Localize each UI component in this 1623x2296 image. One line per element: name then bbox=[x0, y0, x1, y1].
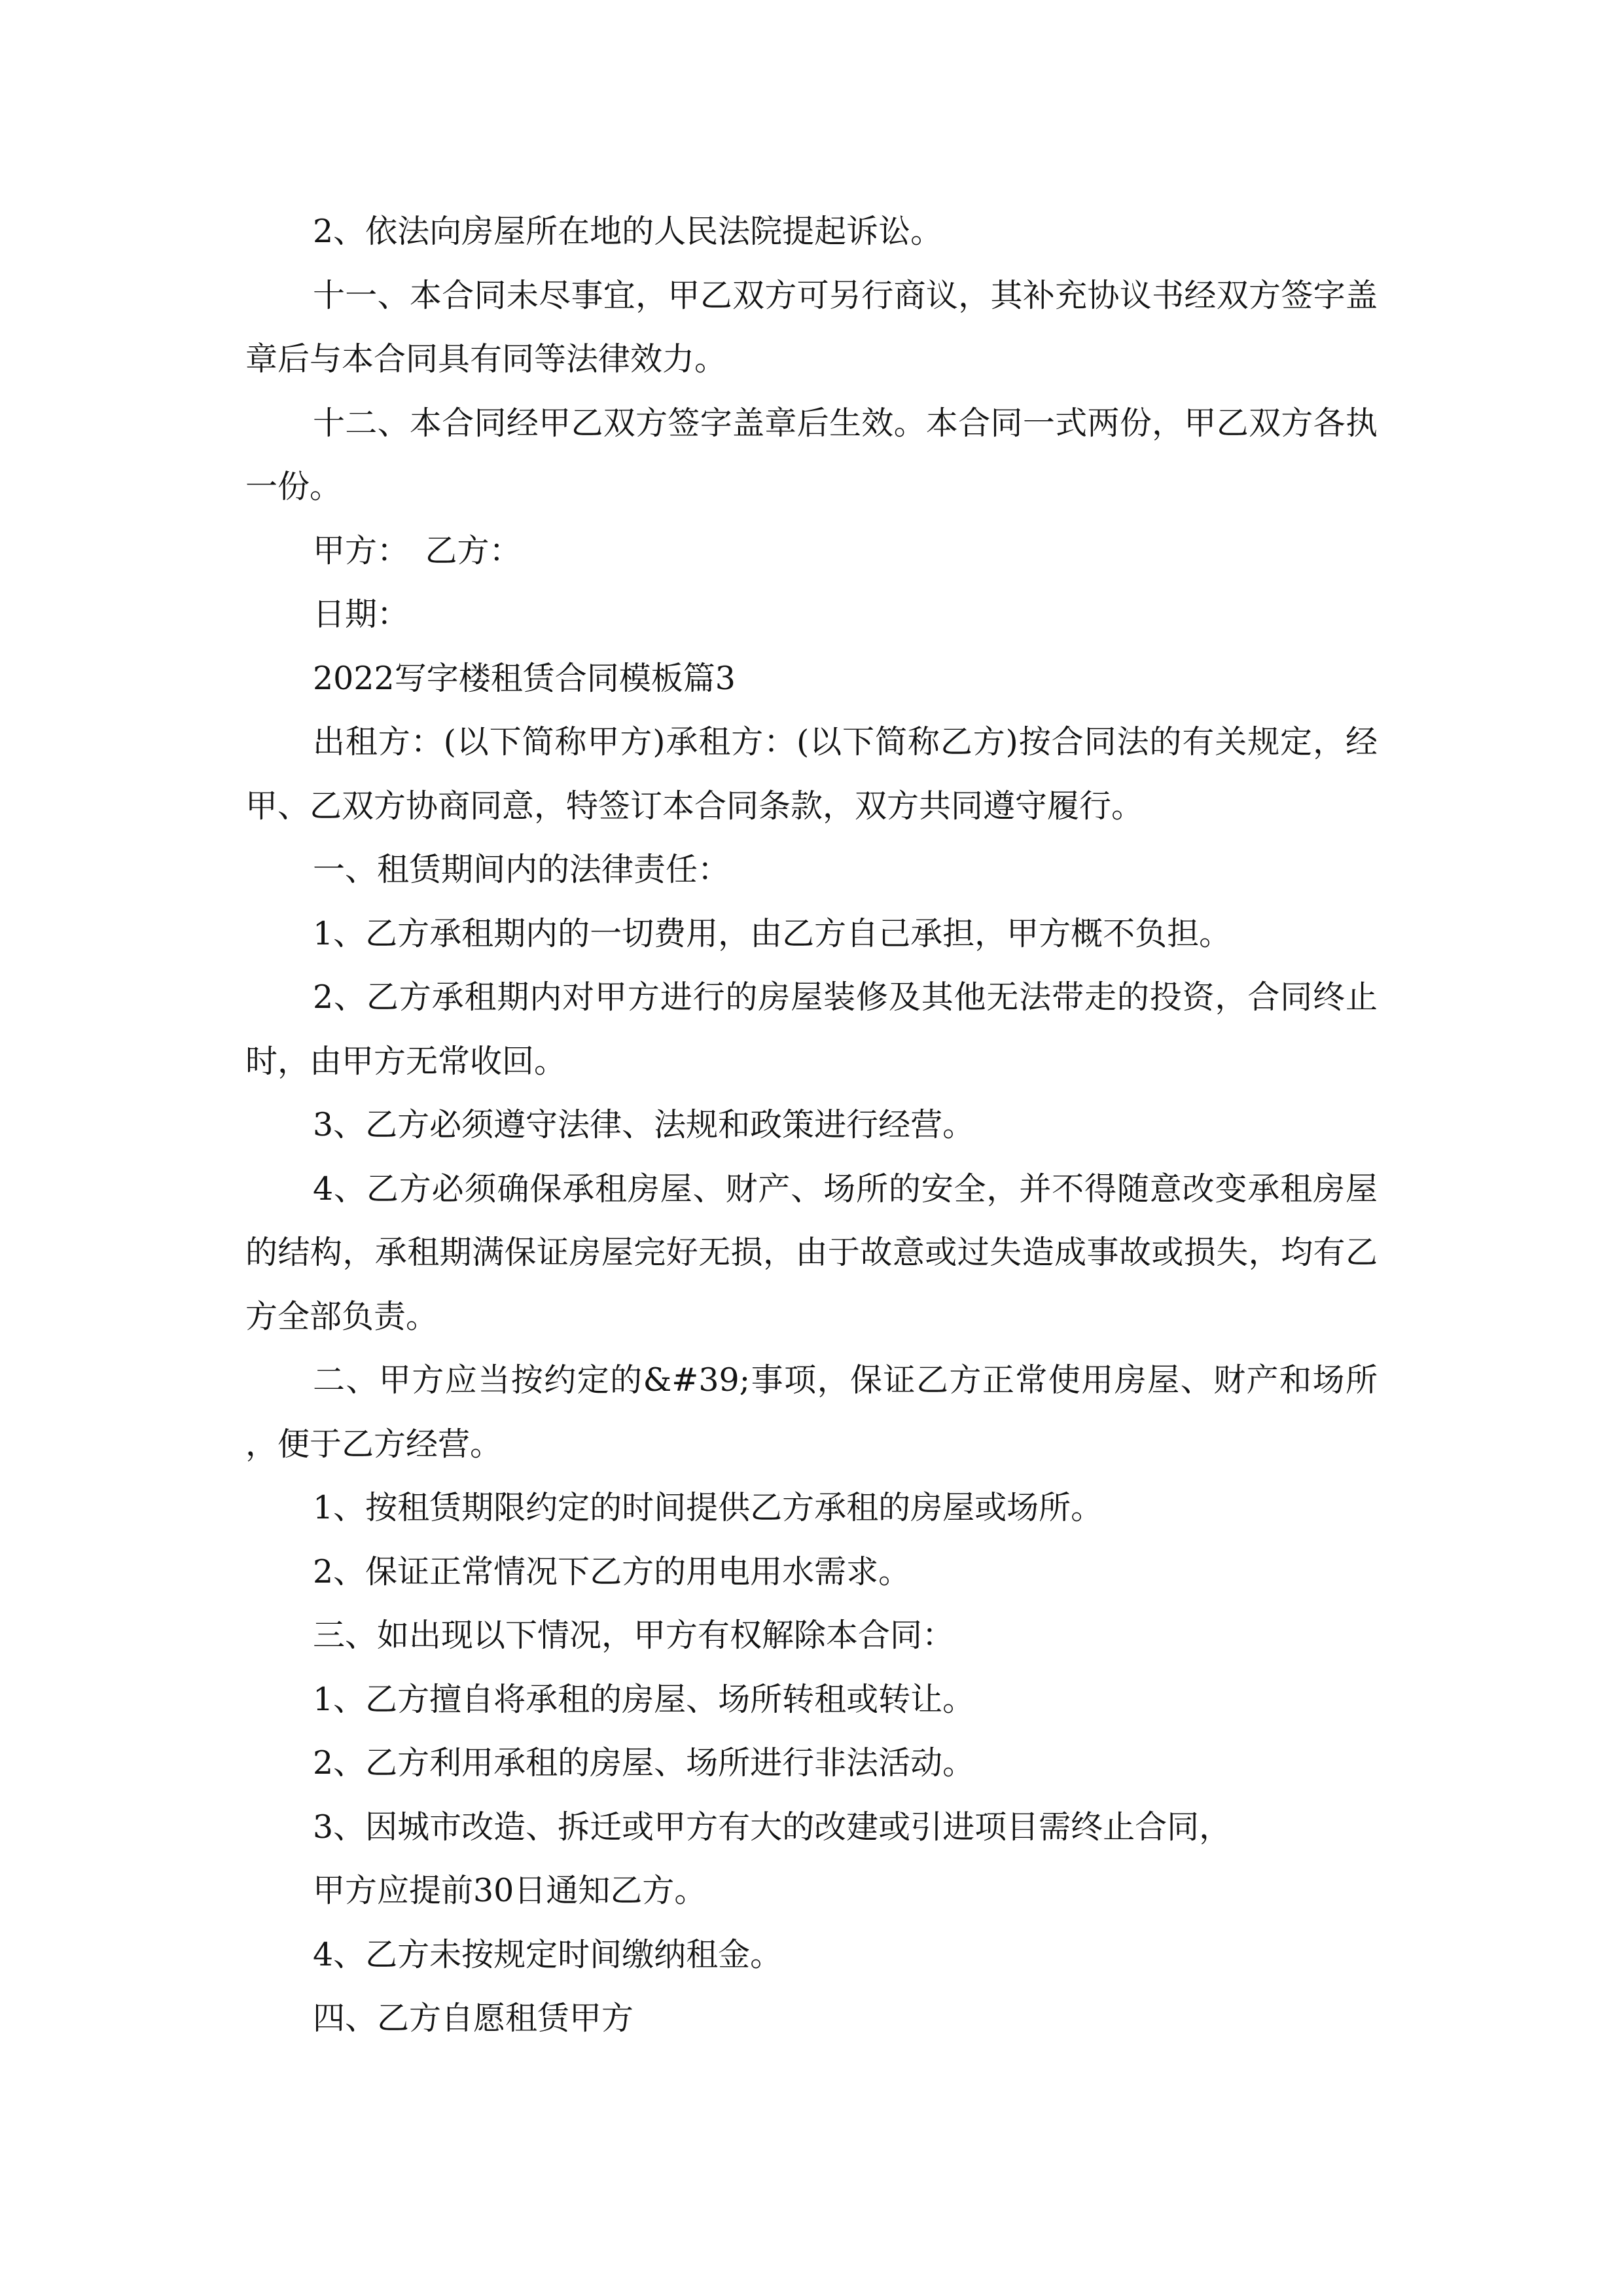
paragraph-item-1-3: 3、乙方必须遵守法律、法规和政策进行经营。 bbox=[313, 1106, 975, 1143]
document-body bbox=[245, 200, 1378, 2051]
paragraph-clause-11: 十一、本合同未尽事宜，甲乙双方可另行商议，其补充协议书经双方签字盖章后与本合同具有同等法律效力。 bbox=[245, 276, 1378, 378]
paragraph-item-1-2: 2、乙方承租期内对甲方进行的房屋装修及其他无法带走的投资，合同终止时，由甲方无常收回。 bbox=[245, 978, 1378, 1080]
paragraph-notice-30-days: 甲方应提前30日通知乙方。 bbox=[313, 1872, 707, 1909]
signature-date: 日期： bbox=[313, 596, 410, 633]
paragraph-item-3-1: 1、乙方擅自将承租的房屋、场所转租或转让。 bbox=[313, 1680, 975, 1718]
section-title: 2022写字楼租赁合同模板篇3 bbox=[313, 659, 736, 697]
paragraph-clause-12: 十二、本合同经甲乙双方签字盖章后生效。本合同一式两份，甲乙双方各执一份。 bbox=[245, 404, 1378, 505]
paragraph-item-3-2: 2、乙方利用承租的房屋、场所进行非法活动。 bbox=[313, 1744, 975, 1782]
paragraph-item-1-4: 4、乙方必须确保承租房屋、财产、场所的安全，并不得随意改变承租房屋的结构，承租期满保证房屋完好无损，由于故意或过失造成事故或损失，均有乙方全部负责。 bbox=[245, 1170, 1378, 1335]
heading-legal-responsibility: 一、租赁期间内的法律责任： bbox=[313, 851, 730, 888]
paragraph-item-3-4: 4、乙方未按规定时间缴纳租金。 bbox=[313, 1935, 783, 1973]
paragraph-item-2-1: 1、按租赁期限约定的时间提供乙方承租的房屋或场所。 bbox=[313, 1489, 1103, 1526]
signature-parties: 甲方： 乙方： bbox=[313, 531, 522, 569]
paragraph-item-2-2: 2、保证正常情况下乙方的用电用水需求。 bbox=[313, 1552, 911, 1590]
paragraph-item-3-3: 3、因城市改造、拆迁或甲方有大的改建或引进项目需终止合同， bbox=[313, 1808, 1232, 1846]
heading-voluntary-lease: 四、乙方自愿租赁甲方 bbox=[313, 2000, 634, 2037]
heading-party-a-duties: 二、甲方应当按约定的&#39;事项，保证乙方正常使用房屋、财产和场所，便于乙方经营。 bbox=[245, 1361, 1378, 1463]
paragraph-litigation: 2、依法向房屋所在地的人民法院提起诉讼。 bbox=[313, 213, 943, 250]
paragraph-item-1-1: 1、乙方承租期内的一切费用，由乙方自己承担，甲方概不负担。 bbox=[313, 914, 1232, 952]
paragraph-preamble: 出租方：(以下简称甲方)承租方：(以下简称乙方)按合同法的有关规定，经甲、乙双方协商同意，特签订本合同条款，双方共同遵守履行。 bbox=[245, 723, 1378, 825]
heading-termination-rights: 三、如出现以下情况，甲方有权解除本合同： bbox=[313, 1617, 955, 1654]
